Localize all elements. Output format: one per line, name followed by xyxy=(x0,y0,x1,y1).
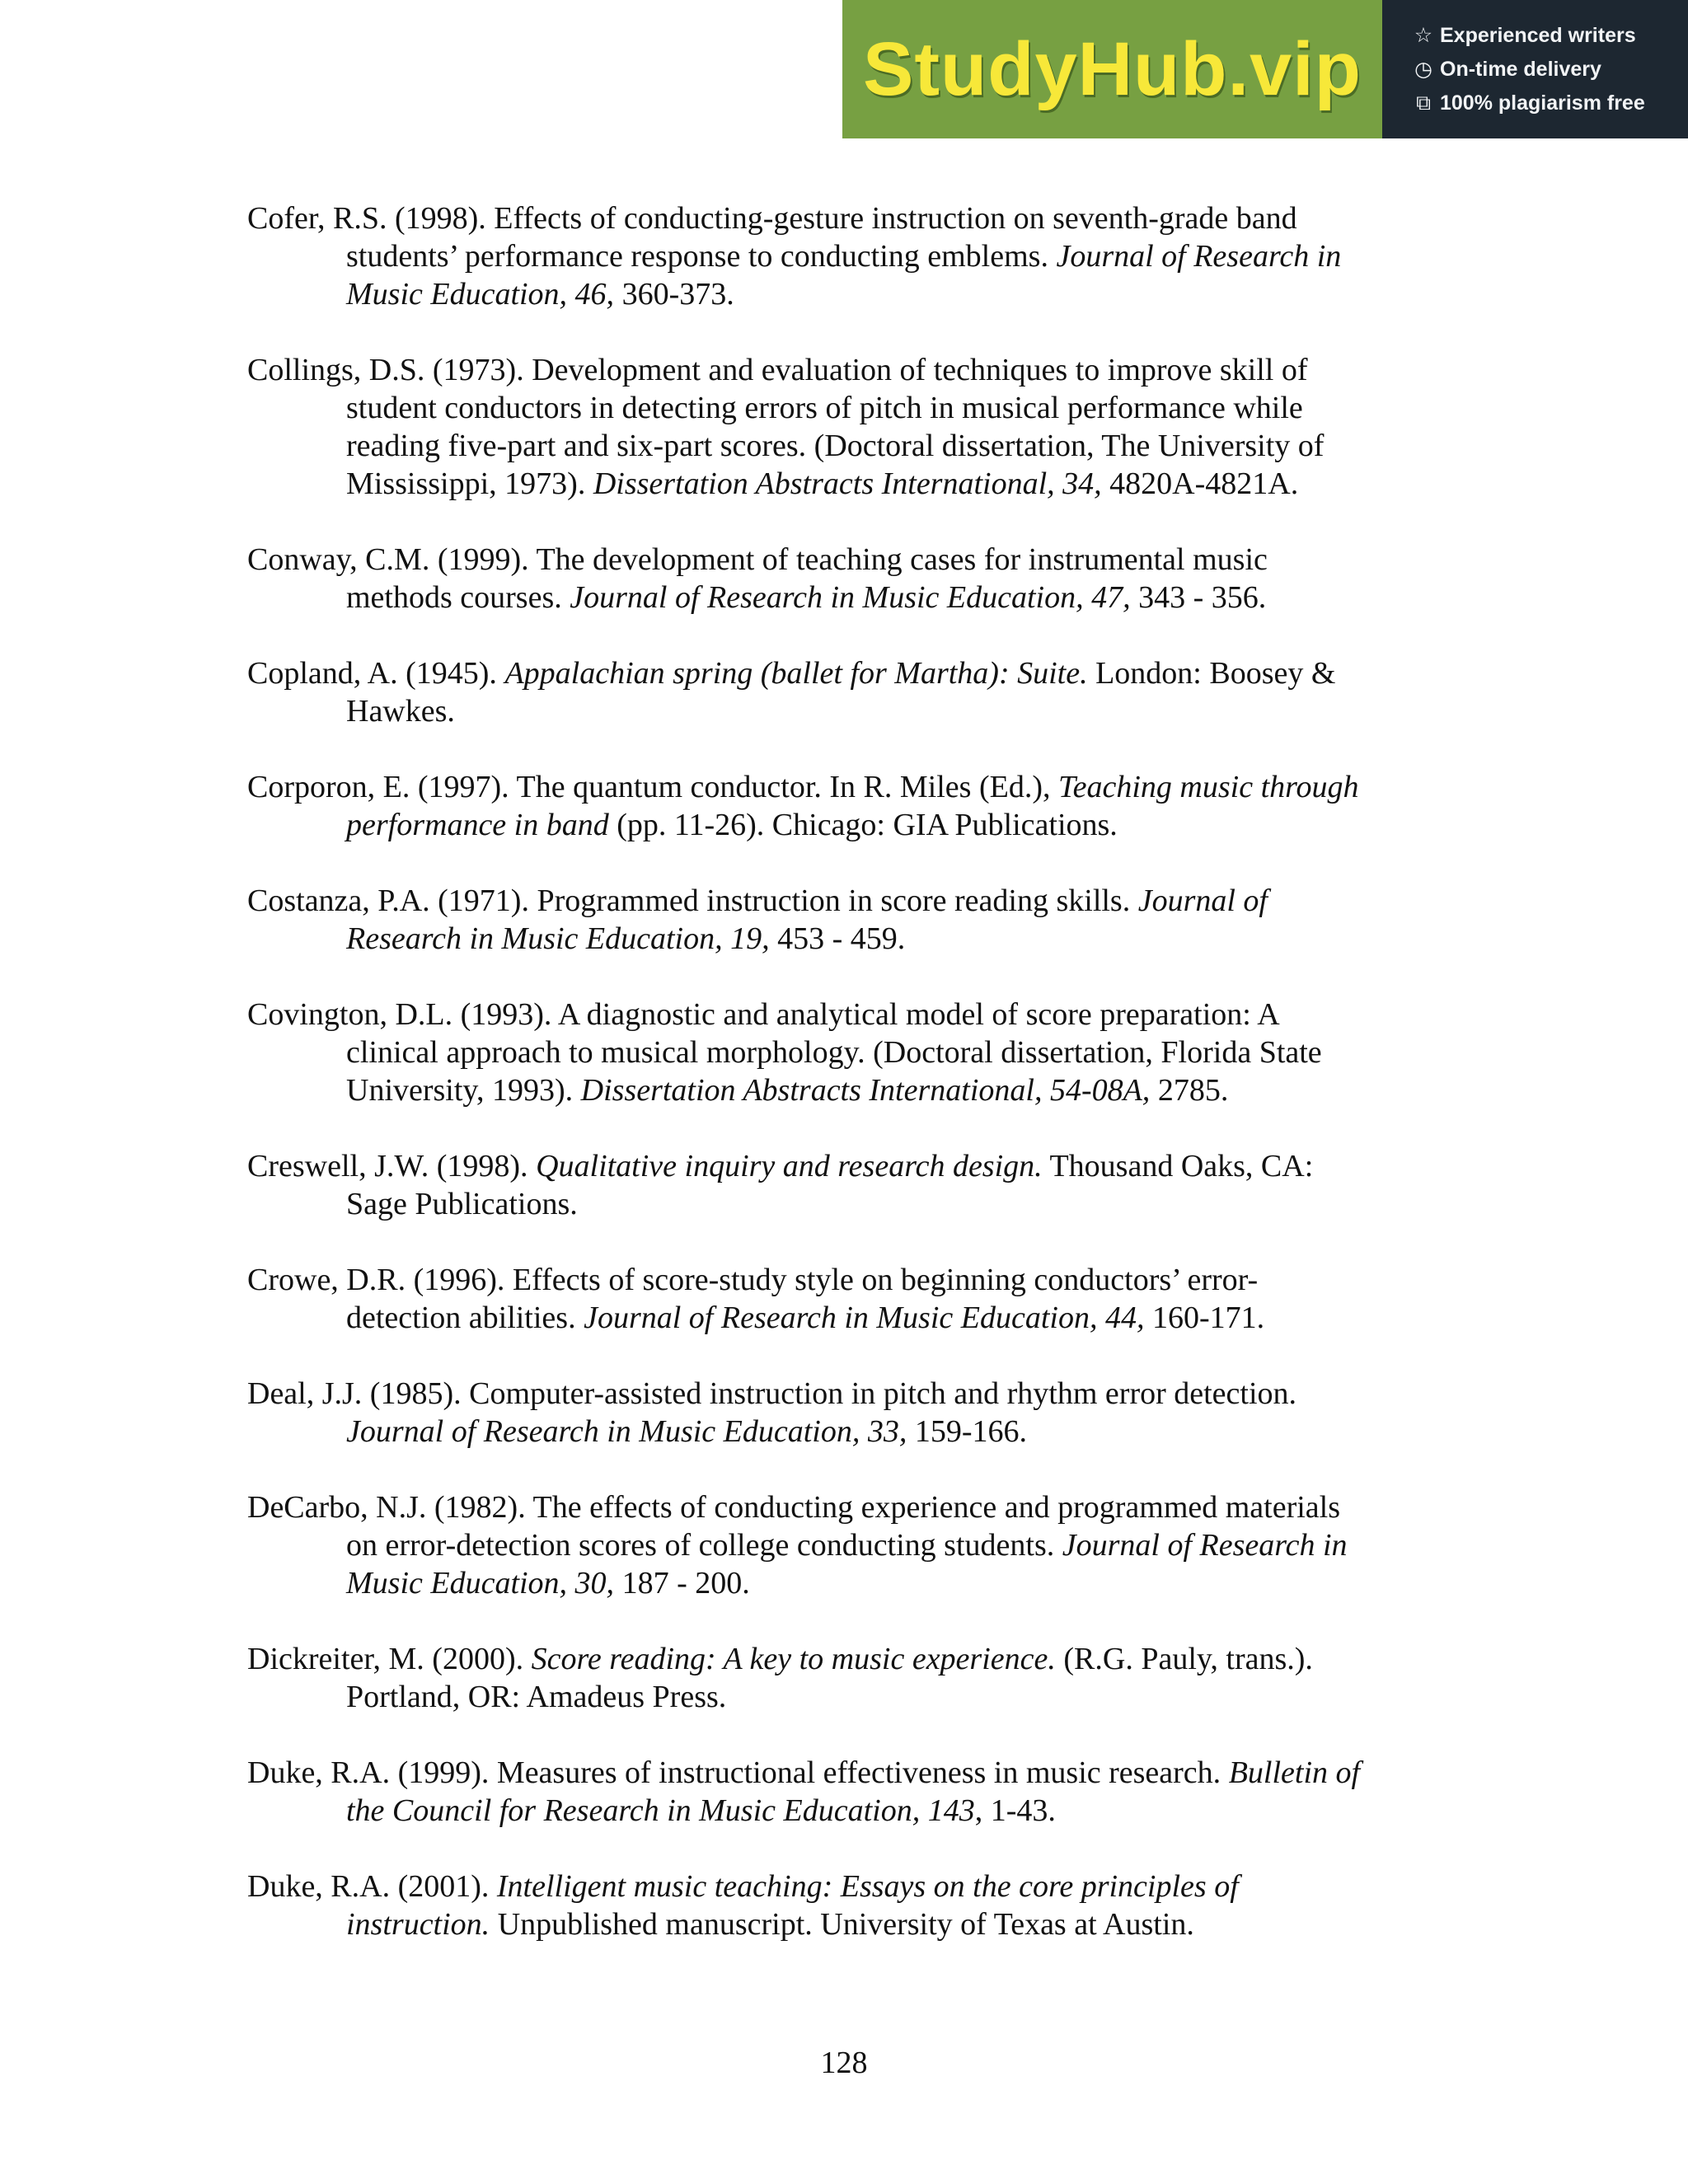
reference-italic-text: Journal of Research in xyxy=(1056,239,1342,274)
reference-text: students’ performance response to conducting emblems. xyxy=(346,239,1057,274)
reference-text: 343 - 356. xyxy=(1130,580,1267,615)
reference-text: Cofer, R.S. (1998). Effects of conducting-gesture instruction on seventh-grade band xyxy=(247,201,1297,236)
reference-italic-text: Journal of Research in Music Education, 33, xyxy=(346,1414,907,1449)
reference-entry xyxy=(247,1754,1451,1830)
reference-text: 160-171. xyxy=(1144,1301,1265,1335)
reference-entry xyxy=(247,1640,1451,1716)
reference-italic-text: performance in band xyxy=(346,808,609,842)
reference-text: (pp. 11-26). Chicago: GIA Publications. xyxy=(608,808,1118,842)
reference-text: methods courses. xyxy=(346,580,570,615)
reference-text: Costanza, P.A. (1971). Programmed instruction in score reading skills. xyxy=(247,883,1138,918)
reference-text: Conway, C.M. (1999). The development of teaching cases for instrumental music xyxy=(247,542,1268,577)
reference-text: Dickreiter, M. (2000). xyxy=(247,1642,532,1676)
reference-text: Collings, D.S. (1973). Development and evaluation of techniques to improve skill of xyxy=(247,353,1308,387)
reference-italic-text: Dissertation Abstracts International, 34, xyxy=(593,466,1102,501)
reference-entry xyxy=(247,541,1451,616)
reference-text: clinical approach to musical morphology. (Doctoral dissertation, Florida State xyxy=(346,1035,1322,1070)
feature-label: 100% plagiarism free xyxy=(1440,91,1645,115)
reference-italic-text: Score reading: A key to music experience. xyxy=(531,1642,1056,1676)
reference-text: , 1-43. xyxy=(974,1793,1056,1828)
reference-italic-text: Appalachian spring (ballet for Martha): Suite. xyxy=(504,656,1088,691)
banner-brand-panel xyxy=(842,0,1382,138)
reference-italic-text: Qualitative inquiry and research design. xyxy=(536,1149,1043,1183)
reference-entry xyxy=(247,1261,1451,1337)
reference-italic-text: instruction. xyxy=(346,1907,490,1942)
reference-entry xyxy=(247,199,1451,313)
reference-entry xyxy=(247,768,1451,844)
reference-text: Mississippi, 1973). xyxy=(346,466,593,501)
reference-italic-text: Teaching music through xyxy=(1057,770,1359,804)
feature-label: On-time delivery xyxy=(1440,57,1601,81)
reference-entry xyxy=(247,654,1451,730)
reference-entry xyxy=(247,1375,1451,1451)
reference-text: Portland, OR: Amadeus Press. xyxy=(346,1680,727,1714)
reference-italic-text: Music Education, 30, xyxy=(346,1566,615,1601)
reference-italic-text: Research in Music Education, 19, xyxy=(346,921,770,956)
page-number: 128 xyxy=(820,2046,868,2080)
reference-text: 159-166. xyxy=(907,1414,1028,1449)
reference-entry xyxy=(247,1868,1451,1943)
reference-italic-text: Dissertation Abstracts International, 54-08A, xyxy=(580,1073,1151,1108)
reference-text: Hawkes. xyxy=(346,694,455,729)
reference-text: Crowe, D.R. (1996). Effects of score-study style on beginning conductors’ error- xyxy=(247,1263,1259,1297)
reference-entry xyxy=(247,996,1451,1109)
reference-list xyxy=(247,199,1451,1981)
reference-italic-text: Journal of Research in Music Education, 47, xyxy=(570,580,1131,615)
reference-text: Duke, R.A. (2001). xyxy=(247,1869,497,1904)
reference-text: Deal, J.J. (1985). Computer-assisted instruction in pitch and rhythm error detection. xyxy=(247,1376,1297,1411)
reference-text: student conductors in detecting errors of pitch in musical performance while xyxy=(346,391,1303,425)
banner-features-panel xyxy=(1382,0,1688,138)
studyhub-banner[interactable] xyxy=(842,0,1688,138)
reference-italic-text: the Council for Research in Music Education, 143 xyxy=(346,1793,975,1828)
star-icon: ☆ xyxy=(1414,23,1433,47)
reference-text: Unpublished manuscript. University of Texas at Austin. xyxy=(490,1907,1194,1942)
reference-italic-text: Journal of Research in xyxy=(1062,1528,1348,1563)
reference-text: DeCarbo, N.J. (1982). The effects of conducting experience and programmed materials xyxy=(247,1490,1341,1525)
reference-text: Copland, A. (1945). xyxy=(247,656,505,691)
reference-text: 2785. xyxy=(1150,1073,1229,1108)
reference-text: Duke, R.A. (1999). Measures of instructional effectiveness in music research. xyxy=(247,1755,1229,1790)
reference-text: Corporon, E. (1997). The quantum conductor. In R. Miles (Ed.), xyxy=(247,770,1058,804)
copy-icon: ⧉ xyxy=(1416,91,1431,115)
reference-italic-text: Music Education, 46, xyxy=(346,277,615,312)
reference-text: reading five-part and six-part scores. (Doctoral dissertation, The University of xyxy=(346,429,1325,463)
reference-entry xyxy=(247,1147,1451,1223)
reference-italic-text: Journal of xyxy=(1137,883,1268,918)
reference-text: on error-detection scores of college conducting students. xyxy=(346,1528,1062,1563)
feature-experienced-writers xyxy=(1412,19,1688,53)
brand-logo: StudyHub.vip xyxy=(863,26,1362,111)
reference-text: University, 1993). xyxy=(346,1073,581,1108)
feature-on-time-delivery xyxy=(1412,53,1688,87)
reference-entry xyxy=(247,1488,1451,1602)
reference-entry xyxy=(247,351,1451,503)
reference-italic-text: Journal of Research in Music Education, 44, xyxy=(584,1301,1145,1335)
reference-italic-text: Bulletin of xyxy=(1228,1755,1361,1790)
reference-text: 453 - 459. xyxy=(769,921,906,956)
reference-text: 4820A-4821A. xyxy=(1101,466,1299,501)
reference-text: Thousand Oaks, CA: xyxy=(1042,1149,1314,1183)
reference-italic-text: Intelligent music teaching: Essays on the core principles of xyxy=(496,1869,1239,1904)
reference-text: (R.G. Pauly, trans.). xyxy=(1055,1642,1313,1676)
feature-label: Experienced writers xyxy=(1440,23,1636,47)
reference-text: detection abilities. xyxy=(346,1301,584,1335)
reference-text: Creswell, J.W. (1998). xyxy=(247,1149,537,1183)
feature-plagiarism-free xyxy=(1412,87,1688,120)
reference-entry xyxy=(247,882,1451,958)
reference-text: Sage Publications. xyxy=(346,1187,578,1221)
reference-text: 360-373. xyxy=(614,277,734,312)
clock-icon: ◷ xyxy=(1414,57,1432,81)
reference-text: Covington, D.L. (1993). A diagnostic and analytical model of score preparation: A xyxy=(247,997,1280,1032)
reference-text: London: Boosey & xyxy=(1087,656,1336,691)
reference-text: 187 - 200. xyxy=(614,1566,750,1601)
